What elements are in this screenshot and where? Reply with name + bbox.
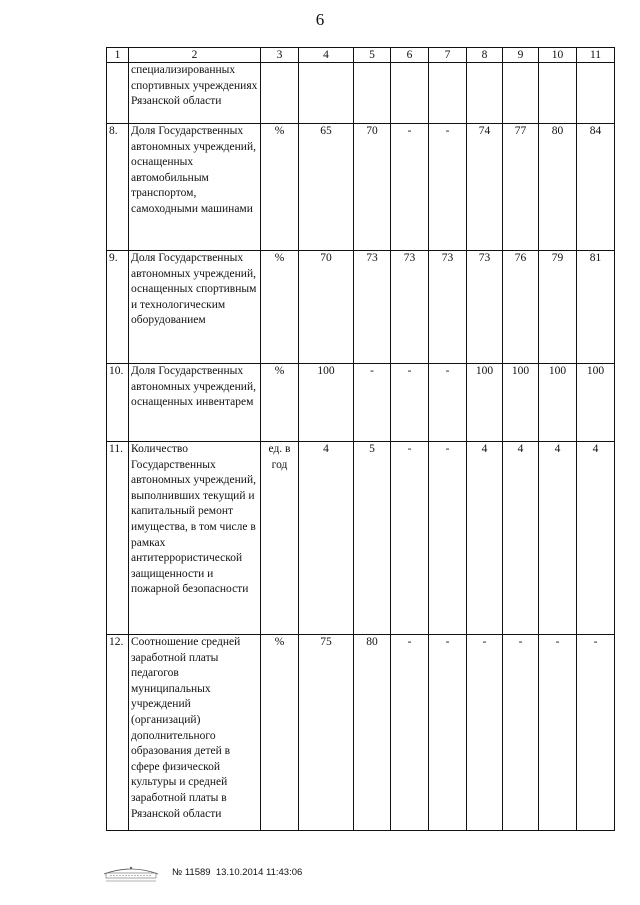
row-number: 12. xyxy=(107,635,129,831)
value-cell: 73 xyxy=(391,251,429,364)
unit-cell: % xyxy=(261,635,299,831)
value-cell: - xyxy=(354,364,391,442)
unit-cell: ед. в год xyxy=(261,442,299,635)
table-row xyxy=(107,124,615,251)
value-cell: - xyxy=(577,635,615,831)
value-cell: 65 xyxy=(299,124,354,251)
value-cell: 73 xyxy=(467,251,503,364)
unit-cell: % xyxy=(261,124,299,251)
header-row xyxy=(107,48,615,63)
indicator-name: специализированных спортивных учреждениях Рязанской области xyxy=(129,63,261,124)
value-cell: 100 xyxy=(503,364,539,442)
header-cell: 8 xyxy=(467,48,503,63)
value-cell: 100 xyxy=(539,364,577,442)
value-cell xyxy=(503,63,539,124)
value-cell xyxy=(299,63,354,124)
value-cell: 4 xyxy=(503,442,539,635)
indicator-name: Соотношение средней заработной платы педагогов муниципальных учреждений (организаций) дополнительного образования детей в сфере физической культуры и средней заработной платы в Рязанской области xyxy=(129,635,261,831)
value-cell: - xyxy=(391,364,429,442)
value-cell: 5 xyxy=(354,442,391,635)
table-row xyxy=(107,442,615,635)
row-number: 9. xyxy=(107,251,129,364)
footer-registration xyxy=(172,867,302,878)
value-cell: - xyxy=(429,124,467,251)
value-cell: 73 xyxy=(429,251,467,364)
header-cell: 6 xyxy=(391,48,429,63)
value-cell: 100 xyxy=(577,364,615,442)
header-cell: 5 xyxy=(354,48,391,63)
value-cell: 74 xyxy=(467,124,503,251)
table-row xyxy=(107,63,615,124)
row-number: 11. xyxy=(107,442,129,635)
value-cell: 70 xyxy=(299,251,354,364)
value-cell xyxy=(354,63,391,124)
value-cell xyxy=(539,63,577,124)
page-number: 6 xyxy=(315,10,325,29)
header-cell: 9 xyxy=(503,48,539,63)
header-cell: 10 xyxy=(539,48,577,63)
table-row xyxy=(107,635,615,831)
indicator-name: Количество Государственных автономных учреждений, выполнивших текущий и капитальный ремонт имущества, в том числе в рамках антитеррористической защищенности и пожарной безопасности xyxy=(129,442,261,635)
value-cell: 73 xyxy=(354,251,391,364)
footer-timestamp: 13.10.2014 11:43:06 xyxy=(215,867,303,878)
header-cell: 4 xyxy=(299,48,354,63)
value-cell: 77 xyxy=(503,124,539,251)
unit-cell: % xyxy=(261,364,299,442)
value-cell: 80 xyxy=(354,635,391,831)
value-cell: 81 xyxy=(577,251,615,364)
registry-stamp-icon xyxy=(100,862,162,884)
value-cell: 79 xyxy=(539,251,577,364)
indicator-name: Доля Государственных автономных учреждений, оснащенных инвентарем xyxy=(129,364,261,442)
footer-doc-number: № 11589 xyxy=(172,867,211,878)
value-cell: - xyxy=(429,635,467,831)
value-cell: 70 xyxy=(354,124,391,251)
table-row xyxy=(107,364,615,442)
header-cell: 1 xyxy=(107,48,129,63)
header-cell: 2 xyxy=(129,48,261,63)
indicator-name: Доля Государственных автономных учреждений, оснащенных спортивным и технологическим оборудованием xyxy=(129,251,261,364)
value-cell: 100 xyxy=(467,364,503,442)
value-cell xyxy=(429,63,467,124)
value-cell: - xyxy=(391,124,429,251)
value-cell: - xyxy=(539,635,577,831)
value-cell: 4 xyxy=(299,442,354,635)
value-cell: 80 xyxy=(539,124,577,251)
table-row xyxy=(107,251,615,364)
value-cell: 4 xyxy=(577,442,615,635)
value-cell: 75 xyxy=(299,635,354,831)
value-cell: 4 xyxy=(539,442,577,635)
row-number: 8. xyxy=(107,124,129,251)
value-cell xyxy=(391,63,429,124)
unit-cell xyxy=(261,63,299,124)
row-number xyxy=(107,63,129,124)
value-cell: 84 xyxy=(577,124,615,251)
value-cell xyxy=(467,63,503,124)
indicator-name: Доля Государственных автономных учреждений, оснащенных автомобильным транспортом, самоходными машинами xyxy=(129,124,261,251)
value-cell: - xyxy=(503,635,539,831)
value-cell: - xyxy=(429,442,467,635)
value-cell: 4 xyxy=(467,442,503,635)
value-cell: - xyxy=(391,635,429,831)
header-cell: 7 xyxy=(429,48,467,63)
value-cell: - xyxy=(467,635,503,831)
value-cell: 76 xyxy=(503,251,539,364)
header-cell: 11 xyxy=(577,48,615,63)
unit-cell: % xyxy=(261,251,299,364)
row-number: 10. xyxy=(107,364,129,442)
value-cell xyxy=(577,63,615,124)
indicator-table xyxy=(106,47,615,831)
value-cell: - xyxy=(429,364,467,442)
header-cell: 3 xyxy=(261,48,299,63)
value-cell: 100 xyxy=(299,364,354,442)
value-cell: - xyxy=(391,442,429,635)
